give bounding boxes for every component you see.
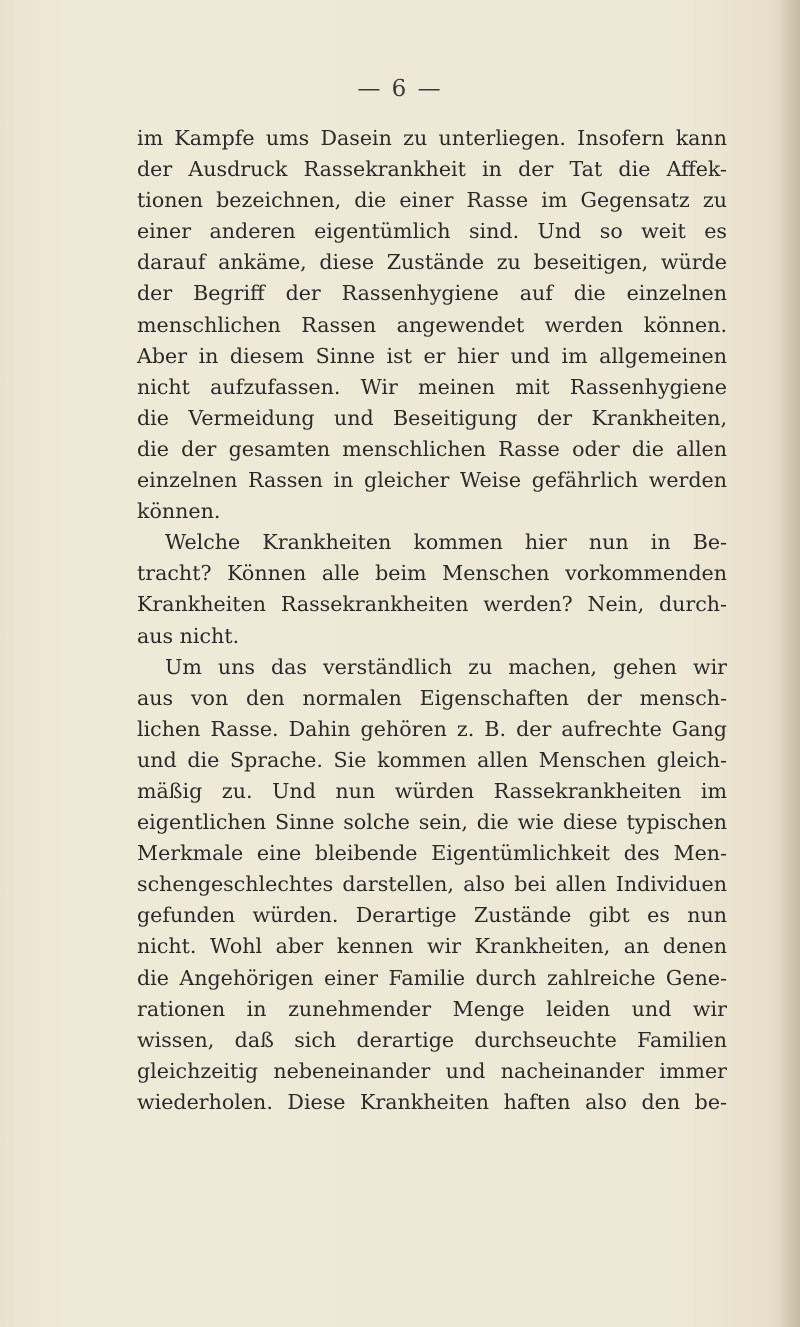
text-line: menschlichen Rassen angewendet werden können.: [137, 312, 727, 337]
text-line: gleichzeitig nebeneinander und nacheinander immer: [137, 1058, 727, 1083]
text-line: die Angehörigen einer Familie durch zahlreiche Gene-: [137, 965, 727, 990]
text-line: eigentlichen Sinne solche sein, die wie diese typischen: [137, 810, 727, 835]
text-line: können.: [137, 499, 221, 524]
text-line: wissen, daß sich derartige durchseuchte Familien: [137, 1027, 727, 1052]
text-line: und die Sprache. Sie kommen allen Menschen gleich-: [137, 747, 727, 772]
page-number: — 6 —: [357, 76, 443, 102]
text-line: wiederholen. Diese Krankheiten haften also den be-: [137, 1089, 727, 1114]
text-line: Merkmale eine bleibende Eigentümlichkeit des Men-: [137, 841, 727, 866]
text-line: tracht? Können alle beim Menschen vorkommenden: [137, 561, 727, 586]
text-line: Aber in diesem Sinne ist er hier und im allgemeinen: [137, 343, 727, 368]
text-line: einer anderen eigentümlich sind. Und so weit es: [137, 219, 727, 244]
text-line: schengeschlechtes darstellen, also bei allen Individuen: [137, 872, 727, 897]
text-line: Welche Krankheiten kommen hier nun in Be-: [165, 530, 727, 555]
text-line: lichen Rasse. Dahin gehören z. B. der aufrechte Gang: [137, 716, 727, 741]
text-line: rationen in zunehmender Menge leiden und wir: [137, 996, 727, 1021]
text-line: im Kampfe ums Dasein zu unterliegen. Insofern kann: [137, 126, 727, 150]
text-line: mäßig zu. Und nun würden Rassekrankheiten im: [137, 778, 727, 803]
text-line: tionen bezeichnen, die einer Rasse im Gegensatz zu: [137, 188, 727, 213]
text-line: Krankheiten Rassekrankheiten werden? Nein, durch-: [137, 592, 727, 617]
text-line: aus von den normalen Eigenschaften der mensch-: [137, 685, 727, 710]
text-line: der Begriff der Rassenhygiene auf die einzelnen: [137, 281, 727, 306]
text-line: die der gesamten menschlichen Rasse oder die allen: [137, 436, 727, 461]
text-line: der Ausdruck Rassekrankheit in der Tat die Affek-: [137, 157, 727, 182]
text-line: Um uns das verständlich zu machen, gehen wir: [165, 654, 727, 679]
text-line: nicht. Wohl aber kennen wir Krankheiten, an denen: [137, 934, 727, 959]
text-line: darauf ankäme, diese Zustände zu beseitigen, würde: [137, 250, 727, 275]
text-line: aus nicht.: [137, 623, 240, 648]
body-text: [137, 123, 727, 1118]
text-line: die Vermeidung und Beseitigung der Krankheiten,: [137, 405, 727, 430]
text-line: nicht aufzufassen. Wir meinen mit Rassenhygiene: [137, 374, 727, 399]
text-line: einzelnen Rassen in gleicher Weise gefährlich werden: [137, 468, 727, 493]
text-line: gefunden würden. Derartige Zustände gibt es nun: [137, 903, 727, 928]
page-edge-shadow: [778, 0, 800, 1327]
